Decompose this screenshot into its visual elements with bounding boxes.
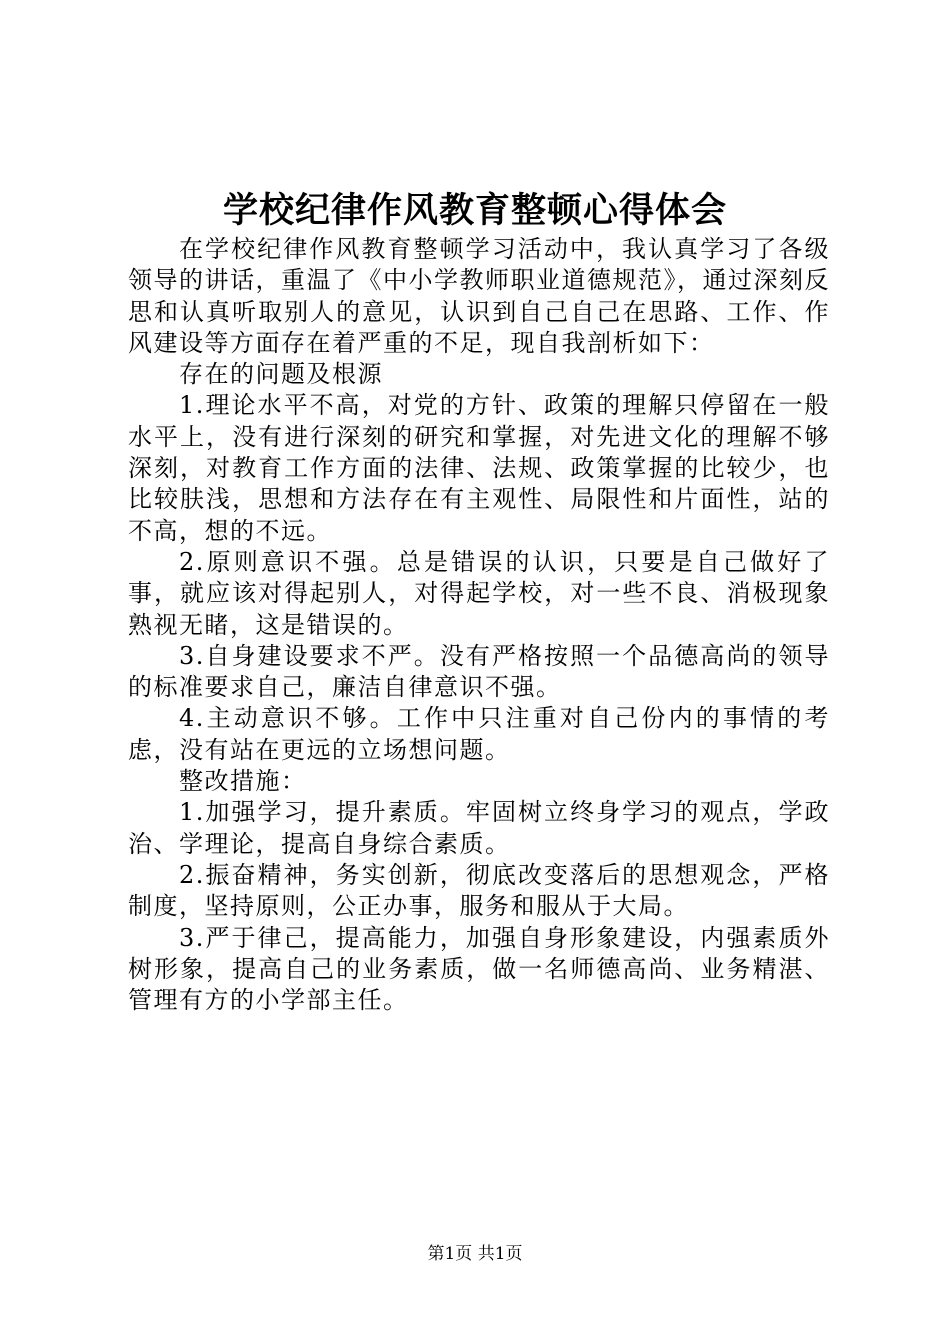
problem-item-3: 3.自身建设要求不严。没有严格按照一个品德高尚的领导的标准要求自己，廉洁自律意识不强。 [128, 641, 830, 702]
measure-item-3: 3.严于律己，提高能力，加强自身形象建设，内强素质外树形象，提高自己的业务素质，做一名师德高尚、业务精湛、管理有方的小学部主任。 [128, 923, 830, 1015]
document-title: 学校纪律作风教育整顿心得体会 [222, 190, 727, 231]
section-heading-problems: 存在的问题及根源 [179, 360, 383, 389]
problem-item-4: 4.主动意识不够。工作中只注重对自己份内的事情的考虑，没有站在更远的立场想问题。 [128, 704, 830, 764]
page-footer: 第1页 共1页 [427, 1244, 523, 1264]
intro-paragraph: 在学校纪律作风教育整顿学习活动中，我认真学习了各级领导的讲话，重温了《中小学教师职业道德规范》，通过深刻反思和认真听取别人的意见，认识到自己自己在思路、工作、作风建设等方面存在着严重的不足，现自我剖析如下： [128, 235, 830, 357]
document-body [128, 234, 830, 1016]
measure-item-1: 1.加强学习，提升素质。牢固树立终身学习的观点，学政治、学理论，提高自身综合素质。 [128, 798, 830, 858]
problem-item-2: 2.原则意识不强。总是错误的认识，只要是自己做好了事，就应该对得起别人，对得起学校，对一些不良、消极现象熟视无睹，这是错误的。 [128, 547, 830, 639]
problem-item-1: 1.理论水平不高，对党的方针、政策的理解只停留在一般水平上，没有进行深刻的研究和掌握，对先进文化的理解不够深刻，对教育工作方面的法律、法规、政策掌握的比较少，也比较肤浅，思想和方法存在有主观性、局限性和片面性，站的不高，想的不远。 [128, 391, 830, 545]
section-heading-measures: 整改措施： [179, 767, 307, 796]
measure-item-2: 2.振奋精神，务实创新，彻底改变落后的思想观念，严格制度，坚持原则，公正办事，服务和服从于大局。 [128, 860, 830, 921]
